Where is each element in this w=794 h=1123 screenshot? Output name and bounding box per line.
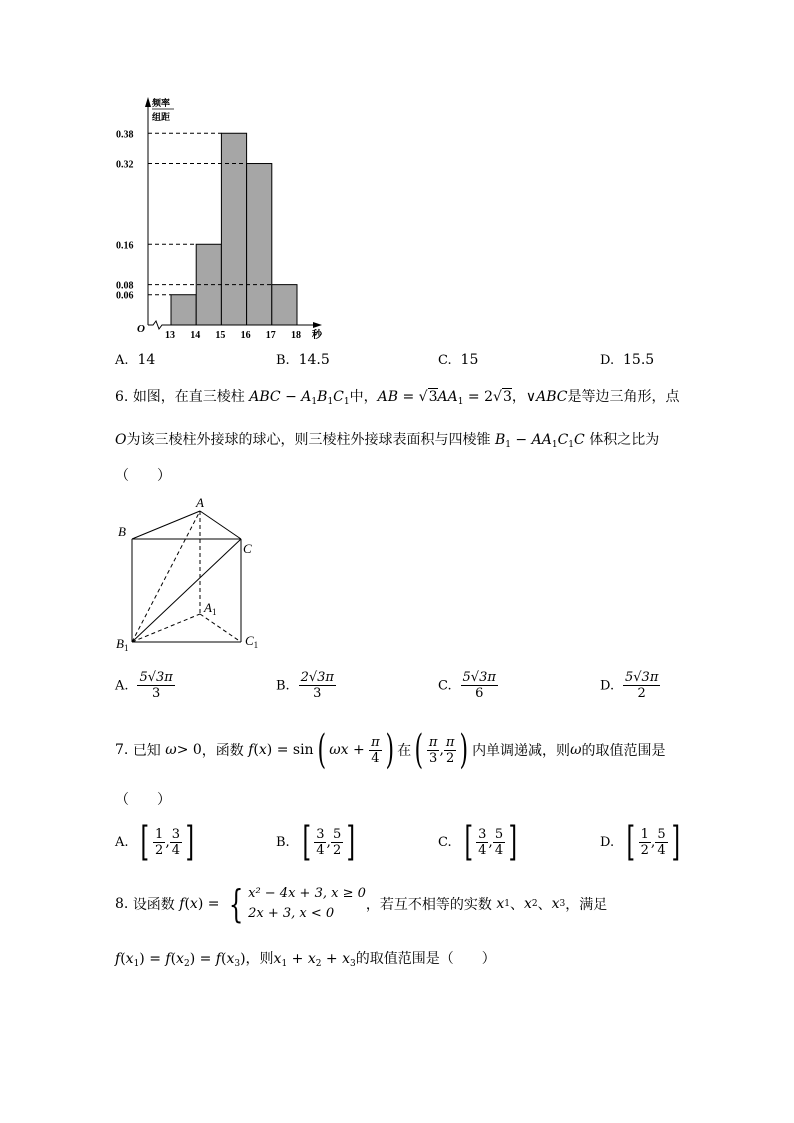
frequency-histogram — [110, 92, 340, 342]
origin-label: O — [137, 323, 145, 335]
q6-option-a: A. $\frac{5√3\pi}{3}$ — [115, 670, 173, 701]
q7-paren: （ ） — [115, 792, 171, 808]
q5-option-b: B. 14.5 — [276, 352, 330, 368]
label-b: B — [118, 524, 126, 539]
y-axis-arrow — [145, 97, 151, 107]
label-a: A — [196, 495, 204, 510]
q6-option-c: C. $\frac{5√3\pi}{6}$ — [438, 670, 496, 701]
q5-option-a: A. 14 — [115, 352, 156, 368]
y-tick-label: 0.38 — [116, 129, 134, 141]
x-axis-arrow — [313, 322, 322, 328]
q5-option-c: C. 15 — [438, 352, 479, 368]
x-tick-label: 15 — [215, 330, 226, 341]
q7-option-a: A. [ $\frac{1}{2}$ , $\frac{3}{4}$ ] — [115, 819, 195, 865]
y-tick-label: 0.06 — [116, 290, 134, 302]
x-tick-label: 14 — [190, 330, 201, 341]
q7-option-c: C. [ $\frac{3}{4}$ , $\frac{5}{4}$ ] — [438, 819, 518, 865]
label-b1: $B_1$ — [116, 636, 129, 653]
histogram-bar — [272, 285, 297, 325]
x-tick-label: 16 — [240, 330, 251, 341]
histogram-bar — [221, 133, 246, 325]
q8-line1: 8. 设函数 f ( x ) = { x² − 4x + 3, x ≥ 0 2x + 3, x < 0 ，若互不相等的实数 x 1 、 x 2 、 x 3 ，满足 — [115, 882, 608, 926]
piecewise-function: { x² − 4x + 3, x ≥ 0 2x + 3, x < 0 — [228, 882, 366, 926]
q7-option-d: D. [ $\frac{1}{2}$ , $\frac{5}{4}$ ] — [600, 819, 680, 865]
x-tick-label: 18 — [291, 330, 301, 341]
histogram-bar — [171, 295, 196, 325]
label-c1: $C_1$ — [245, 633, 259, 650]
q6-option-d: D. $\frac{5√3\pi}{2}$ — [600, 670, 659, 701]
q7-line1: 7. 已知 ω > 0 ，函数 f ( x ) = sin ( ωx + $\frac{\pi}{4}$ ) 在 ( $\frac{\pi}{3}$ , $\frac{\pi}{2}$ ) 内单调递减，则 ω 的取值范围是 — [115, 727, 666, 773]
q8-line2: $f(x_1) = f(x_2) = f(x_3)$，则$x_1 + x_2 + x_3$的取值范围是（ ） — [115, 951, 496, 969]
q6-line1: 6. 如图，在直三棱柱 ABC − $A_1B_1C_1$中，AB = $√3AA_1 = 2√3$，∨ABC是等边三角形，点 — [115, 389, 680, 407]
x-tick-label: 17 — [265, 330, 276, 341]
x-axis-label: 秒 — [312, 330, 322, 341]
histogram-bar — [247, 164, 272, 325]
prism-figure — [110, 494, 270, 656]
y-tick-label: 0.32 — [116, 159, 134, 171]
y-axis-label-bottom: 组距 — [152, 113, 171, 123]
q7-option-b: B. [ $\frac{3}{4}$ , $\frac{5}{2}$ ] — [276, 819, 356, 865]
label-a1: $A_1$ — [204, 600, 217, 617]
q6-line2: O为该三棱柱外接球的球心，则三棱柱外接球表面积与四棱锥 $B_1 - AA_1C_1C$ 体积之比为 — [115, 432, 660, 450]
y-axis-label-top: 频率 — [152, 99, 171, 109]
x-tick-label: 13 — [165, 330, 175, 341]
q6-paren: （ ） — [115, 468, 171, 484]
y-tick-label: 0.08 — [116, 280, 134, 292]
q5-option-d: D. 15.5 — [600, 352, 655, 368]
label-c: C — [243, 541, 252, 556]
q6-option-b: B. $\frac{2√3\pi}{3}$ — [276, 670, 334, 701]
y-tick-label: 0.16 — [116, 240, 134, 252]
